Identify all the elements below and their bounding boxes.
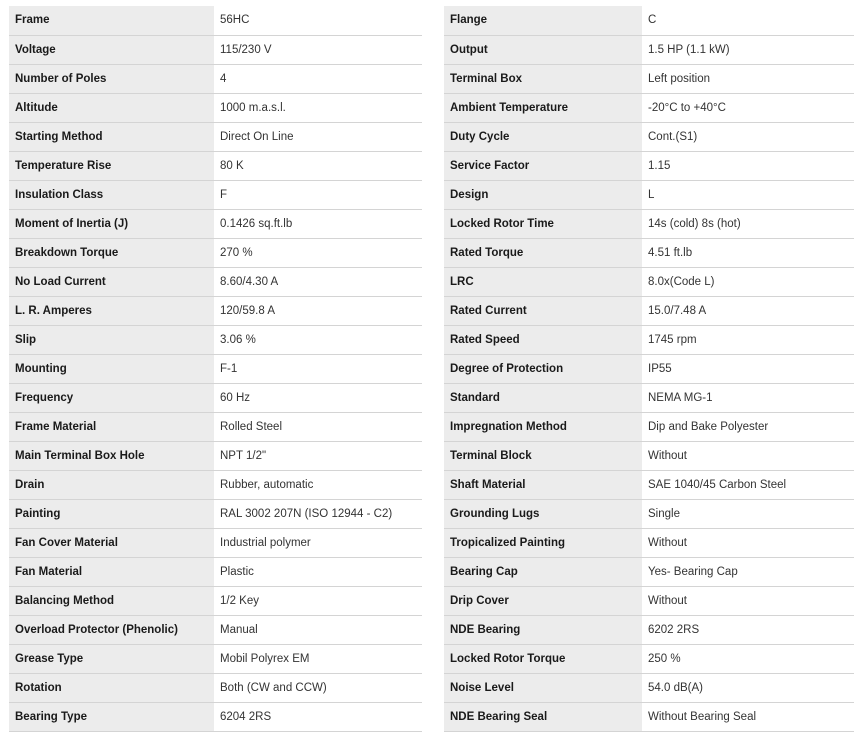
spec-row <box>9 499 422 528</box>
spec-row <box>9 122 422 151</box>
spec-label: Ambient Temperature <box>444 93 642 122</box>
spec-label: NDE Bearing Seal <box>444 702 642 731</box>
spec-label: Terminal Box <box>444 64 642 93</box>
spec-value: C <box>642 6 854 35</box>
spec-value: Without Bearing Seal <box>642 702 854 731</box>
spec-row <box>444 586 854 615</box>
spec-row <box>444 325 854 354</box>
spec-row <box>9 383 422 412</box>
spec-row <box>9 615 422 644</box>
spec-value: 15.0/7.48 A <box>642 296 854 325</box>
spec-row <box>444 615 854 644</box>
spec-value: Mobil Polyrex EM <box>214 644 422 673</box>
spec-value: 8.0x(Code L) <box>642 267 854 296</box>
spec-label: Noise Level <box>444 673 642 702</box>
spec-row <box>9 267 422 296</box>
spec-label: Output <box>444 35 642 64</box>
spec-value: Without <box>642 528 854 557</box>
spec-label: Overload Protector (Phenolic) <box>9 615 214 644</box>
spec-value: SAE 1040/45 Carbon Steel <box>642 470 854 499</box>
spec-label: Degree of Protection <box>444 354 642 383</box>
spec-value: 0.1426 sq.ft.lb <box>214 209 422 238</box>
spec-value: Manual <box>214 615 422 644</box>
spec-label: Rated Current <box>444 296 642 325</box>
spec-value: Yes- Bearing Cap <box>642 557 854 586</box>
spec-value: Dip and Bake Polyester <box>642 412 854 441</box>
spec-row <box>444 296 854 325</box>
spec-row <box>9 470 422 499</box>
spec-row <box>444 35 854 64</box>
spec-value: 6204 2RS <box>214 702 422 731</box>
spec-value: Plastic <box>214 557 422 586</box>
spec-label: Voltage <box>9 35 214 64</box>
spec-row <box>444 180 854 209</box>
spec-label: Fan Material <box>9 557 214 586</box>
spec-label: Slip <box>9 325 214 354</box>
spec-row <box>9 354 422 383</box>
spec-row <box>444 499 854 528</box>
spec-row <box>9 702 422 731</box>
spec-label: Main Terminal Box Hole <box>9 441 214 470</box>
spec-row <box>444 6 854 35</box>
spec-label: Fan Cover Material <box>9 528 214 557</box>
spec-value: 3.06 % <box>214 325 422 354</box>
spec-row <box>9 325 422 354</box>
spec-value: Without <box>642 586 854 615</box>
spec-value: F <box>214 180 422 209</box>
spec-value: 1745 rpm <box>642 325 854 354</box>
spec-label: Grease Type <box>9 644 214 673</box>
spec-label: Duty Cycle <box>444 122 642 151</box>
spec-label: L. R. Amperes <box>9 296 214 325</box>
spec-row <box>9 64 422 93</box>
spec-label: Painting <box>9 499 214 528</box>
spec-row <box>444 93 854 122</box>
spec-row <box>9 441 422 470</box>
spec-label: Number of Poles <box>9 64 214 93</box>
spec-value: Direct On Line <box>214 122 422 151</box>
spec-row <box>444 557 854 586</box>
spec-label: Frame Material <box>9 412 214 441</box>
spec-value: -20°C to +40°C <box>642 93 854 122</box>
right-spec-table <box>444 6 854 732</box>
spec-row <box>444 412 854 441</box>
spec-value: 115/230 V <box>214 35 422 64</box>
spec-label: Mounting <box>9 354 214 383</box>
spec-row <box>9 412 422 441</box>
spec-value: Left position <box>642 64 854 93</box>
spec-label: Altitude <box>9 93 214 122</box>
spec-value: Both (CW and CCW) <box>214 673 422 702</box>
spec-label: Frame <box>9 6 214 35</box>
spec-label: NDE Bearing <box>444 615 642 644</box>
spec-value: Rubber, automatic <box>214 470 422 499</box>
spec-value: 1/2 Key <box>214 586 422 615</box>
spec-label: Rated Speed <box>444 325 642 354</box>
spec-label: Balancing Method <box>9 586 214 615</box>
spec-label: Frequency <box>9 383 214 412</box>
spec-row <box>444 528 854 557</box>
spec-value: 8.60/4.30 A <box>214 267 422 296</box>
spec-value: 120/59.8 A <box>214 296 422 325</box>
spec-value: RAL 3002 207N (ISO 12944 - C2) <box>214 499 422 528</box>
spec-row <box>9 586 422 615</box>
spec-label: Grounding Lugs <box>444 499 642 528</box>
spec-label: Rotation <box>9 673 214 702</box>
spec-row <box>9 673 422 702</box>
spec-row <box>444 673 854 702</box>
spec-value: 14s (cold) 8s (hot) <box>642 209 854 238</box>
spec-row <box>444 209 854 238</box>
spec-value: F-1 <box>214 354 422 383</box>
spec-value: 1.5 HP (1.1 kW) <box>642 35 854 64</box>
spec-row <box>444 354 854 383</box>
spec-label: Impregnation Method <box>444 412 642 441</box>
spec-label: Service Factor <box>444 151 642 180</box>
spec-row <box>444 702 854 731</box>
spec-row <box>444 383 854 412</box>
spec-value: L <box>642 180 854 209</box>
spec-row <box>444 644 854 673</box>
spec-value: 250 % <box>642 644 854 673</box>
spec-row <box>9 35 422 64</box>
spec-row <box>9 238 422 267</box>
spec-row <box>9 209 422 238</box>
spec-value: IP55 <box>642 354 854 383</box>
spec-value: 270 % <box>214 238 422 267</box>
spec-value: NEMA MG-1 <box>642 383 854 412</box>
spec-label: Bearing Type <box>9 702 214 731</box>
spec-label: Rated Torque <box>444 238 642 267</box>
spec-row <box>444 238 854 267</box>
spec-label: Terminal Block <box>444 441 642 470</box>
spec-value: Cont.(S1) <box>642 122 854 151</box>
spec-value: 80 K <box>214 151 422 180</box>
spec-value: Without <box>642 441 854 470</box>
spec-row <box>9 151 422 180</box>
spec-label: Locked Rotor Time <box>444 209 642 238</box>
spec-row <box>9 93 422 122</box>
spec-label: Shaft Material <box>444 470 642 499</box>
spec-value: NPT 1/2" <box>214 441 422 470</box>
spec-value: 6202 2RS <box>642 615 854 644</box>
spec-value: 60 Hz <box>214 383 422 412</box>
spec-label: Flange <box>444 6 642 35</box>
spec-label: Bearing Cap <box>444 557 642 586</box>
spec-value: Single <box>642 499 854 528</box>
spec-label: Design <box>444 180 642 209</box>
spec-row <box>444 122 854 151</box>
spec-row <box>444 441 854 470</box>
spec-row <box>9 644 422 673</box>
right-spec-body <box>444 6 854 731</box>
spec-label: Starting Method <box>9 122 214 151</box>
spec-label: Locked Rotor Torque <box>444 644 642 673</box>
spec-label: Drain <box>9 470 214 499</box>
spec-label: LRC <box>444 267 642 296</box>
spec-row <box>9 528 422 557</box>
spec-value: 54.0 dB(A) <box>642 673 854 702</box>
spec-row <box>9 296 422 325</box>
spec-label: Drip Cover <box>444 586 642 615</box>
spec-value: 1.15 <box>642 151 854 180</box>
spec-value: 4 <box>214 64 422 93</box>
spec-row <box>444 267 854 296</box>
spec-row <box>444 151 854 180</box>
spec-value: 1000 m.a.s.l. <box>214 93 422 122</box>
spec-value: Rolled Steel <box>214 412 422 441</box>
spec-label: Insulation Class <box>9 180 214 209</box>
spec-row <box>9 6 422 35</box>
left-spec-table <box>9 6 422 732</box>
spec-label: Standard <box>444 383 642 412</box>
spec-row <box>444 470 854 499</box>
spec-value: Industrial polymer <box>214 528 422 557</box>
spec-value: 56HC <box>214 6 422 35</box>
spec-row <box>9 557 422 586</box>
spec-row <box>444 64 854 93</box>
spec-value: 4.51 ft.lb <box>642 238 854 267</box>
spec-label: Tropicalized Painting <box>444 528 642 557</box>
spec-label: No Load Current <box>9 267 214 296</box>
left-spec-body <box>9 6 422 731</box>
spec-label: Breakdown Torque <box>9 238 214 267</box>
spec-label: Temperature Rise <box>9 151 214 180</box>
spec-row <box>9 180 422 209</box>
spec-label: Moment of Inertia (J) <box>9 209 214 238</box>
